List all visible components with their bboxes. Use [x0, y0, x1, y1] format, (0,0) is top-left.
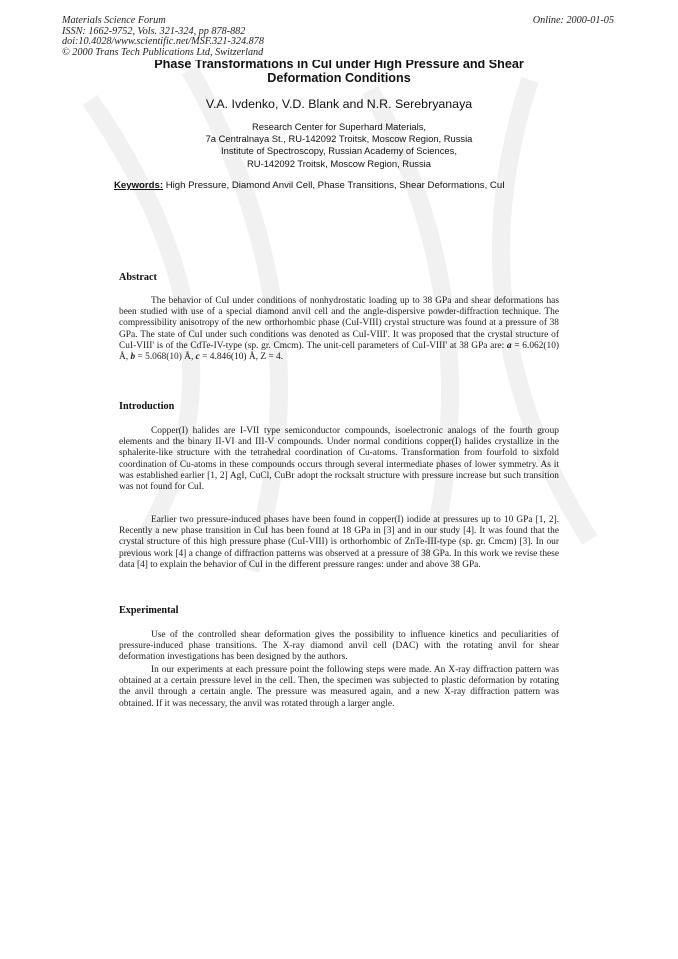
param-c-label: c [195, 352, 200, 363]
introduction-heading: Introduction [119, 401, 175, 412]
title-line-1: Phase Transformations in CuI under High Pressure and Shear [154, 60, 524, 71]
experimental-paragraph-2: In our experiments at each pressure point the following steps were made. An X-ray diffraction pattern was obtained at a certain pressure level in the cell. Then, the specimen was subjected to plastic deformation by rotating the anvil through a certain angle. The pressure was measured again, and a new X-ray diffraction pattern was obtained. If it was necessary, the anvil was rotated through a larger angle. [119, 665, 559, 709]
introduction-paragraph-2: Earlier two pressure-induced phases have been found in copper(I) iodide at pressures up to 10 GPa [1, 2]. Recently a new phase transition in CuI has been found at 18 GPa in [3] and in our study [4]. It was found that the crystal structure of this high pressure phase (CuI-VIII) is orthorhombic of ZnTe-III-type (sp. gr. Cmcm) [3]. In our previous work [4] a change of diffraction patterns was observed at a pressure of 38 GPa. In this work we revise these data [4] to explain the behavior of CuI in the different pressure ranges: under and above 38 GPa. [119, 515, 559, 570]
online-date: Online: 2000-01-05 [532, 15, 614, 26]
param-b-label: b [130, 352, 136, 363]
copyright-line: © 2000 Trans Tech Publications Ltd, Switzerland [62, 46, 264, 58]
affiliation-line: 7a Centralnaya St., RU-142092 Troitsk, Moscow Region, Russia [205, 133, 473, 145]
affiliations [100, 121, 578, 170]
introduction-paragraph-1: Copper(I) halides are I-VII type semiconductor compounds, isoelectronic analogs of the fourth group elements and the binary II-VI and III-V compounds. Under normal conditions copper(I) halides crystallize in the sphalerite-like structure with the tetrahedral coordination of Cu-atoms. Transformation from fourfold to sixfold coordination of Cu-atoms in these compounds occurs through several intermediate phases of lower symmetry. As it was established earlier [1, 2] AgI, CuCl, CuBr adopt the rocksalt structure with pressure increase but such transition was not found for CuI. [119, 426, 559, 493]
keywords-line [114, 180, 584, 191]
doi-line: doi:10.4028/www.scientific.net/MSF.321-324.878 [62, 36, 264, 48]
affiliation-line: Institute of Spectroscopy, Russian Academy of Sciences, [221, 145, 457, 157]
abstract-paragraph [119, 296, 559, 363]
title-line-2: Deformation Conditions [267, 71, 411, 85]
param-a-value: = 6.062(10) Å, [119, 340, 560, 363]
issn-line: ISSN: 1662-9752, Vols. 321-324, pp 878-882 [62, 25, 246, 37]
param-c-value: = 4.846(10) Å, Z = 4. [199, 352, 284, 363]
abstract-text: The behavior of CuI under conditions of nonhydrostatic loading up to 38 GPa and shear deformations has been studied with use of a special diamond anvil cell and the angle-dispersive powder-diffraction technique. The compressibility anisotropy of the new orthorhombic phase (CuI-VIII) crystal structure was found at a pressure of 38 GPa. The state of CuI under such conditions was denoted as CuI-VIII'. It was proposed that the crystal structure of CuI-VIII' is of the CdTe-IV-type (sp. gr. Cmcm). The unit-cell parameters of CuI-VIII' at 38 GPa are: [119, 296, 559, 351]
abstract-heading: Abstract [119, 272, 157, 283]
keywords-text: High Pressure, Diamond Anvil Cell, Phase Transitions, Shear Deformations, CuI [165, 180, 505, 191]
experimental-heading: Experimental [119, 605, 179, 616]
param-a-label: a [506, 340, 512, 351]
paper-title [100, 60, 578, 86]
journal-name: Materials Science Forum [62, 15, 166, 26]
experimental-paragraph-1: Use of the controlled shear deformation gives the possibility to influence kinetics and peculiarities of pressure-induced phase transitions. The X-ray diamond anvil cell (DAC) with the rotating anvil for shear deformation investigations has been designed by the authors. [119, 630, 559, 663]
affiliation-line: RU-142092 Troitsk, Moscow Region, Russia [247, 157, 431, 169]
keywords-label: Keywords: [114, 180, 164, 191]
journal-header [62, 16, 618, 58]
author-list: V.A. Ivdenko, V.D. Blank and N.R. Serebryanaya [205, 97, 473, 111]
param-b-value: = 5.068(10) Å, [135, 352, 196, 363]
affiliation-line: Research Center for Superhard Materials, [251, 121, 427, 132]
